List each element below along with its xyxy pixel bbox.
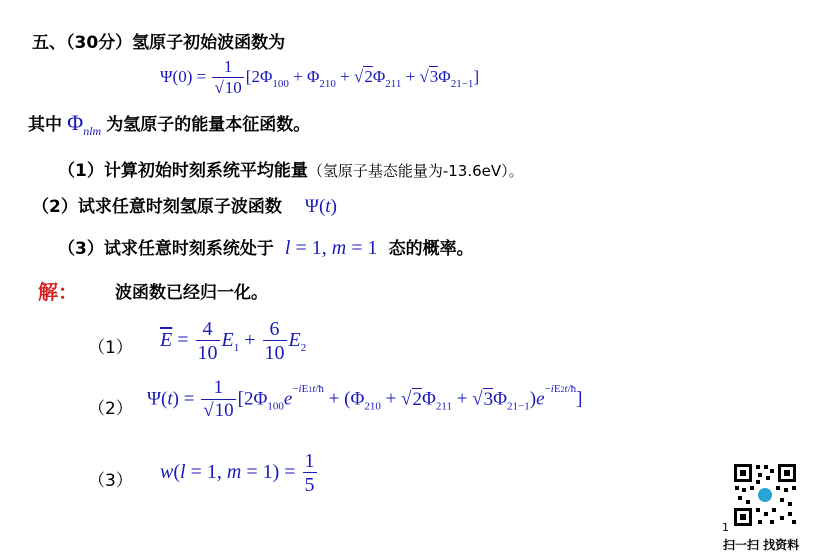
answer-1-equation: $\overline{E}$ = $\frac{4}{10}$ $E_1$ + $\frac{6}{10}$ $E_2$ — [160, 318, 307, 364]
question-2-text: （2）试求任意时刻氢原子波函数 — [32, 197, 282, 217]
solution-label: 解： — [38, 280, 78, 304]
initial-wavefunction-equation: Ψ(0) = $\frac{1}{√10}$ $[2\Phi_{100} + \Phi_{210} + √2\Phi_{211} + √3\Phi_{21-1}]$ — [160, 57, 480, 97]
qr-code-icon — [732, 462, 798, 528]
definition-tail: 为氢原子的能量本征函数。 — [106, 115, 311, 135]
answer-3-label: （3） — [88, 471, 133, 491]
question-1 — [58, 156, 524, 181]
solution-intro: 波函数已经归一化。 — [115, 283, 268, 303]
answer-2-label: （2） — [88, 399, 133, 419]
qr-caption: 扫一扫 找资料 — [723, 538, 800, 552]
answer-2-equation: Ψ(t) = $\frac{1}{√10}$ $[2\Phi_{100}e^{-iE1t/ħ} + (\Phi_{210} + √2\Phi_{211} + √3\Phi_{21-1})e^{-iE2t/ħ}]$ — [147, 377, 583, 421]
question-3: （3）试求任意时刻系统处于 l = 1, m = 1 态的概率。 — [58, 237, 474, 259]
answer-3-equation: w(l = 1, m = 1) = $\frac{1}{5}$ — [160, 450, 315, 496]
definition-head: 其中 — [28, 115, 62, 135]
answer-1-label: （1） — [88, 338, 133, 358]
question-1-note: （氢原子基态能量为-13.6eV）。 — [307, 162, 524, 180]
question-3-text: （3）试求任意时刻系统处于 — [58, 239, 274, 259]
definition-line: 其中 $\Phi_{nlm}$ 为氢原子的能量本征函数。 — [28, 110, 311, 138]
problem-heading: 五、（30分）氢原子初始波函数为 — [32, 33, 286, 53]
question-1-text: （1）计算初始时刻系统平均能量 — [58, 161, 308, 181]
page-number: 1 — [722, 521, 729, 534]
question-2: （2）试求任意时刻氢原子波函数 Ψ(t) — [32, 196, 337, 217]
question-3-tail: 态的概率。 — [388, 239, 474, 259]
